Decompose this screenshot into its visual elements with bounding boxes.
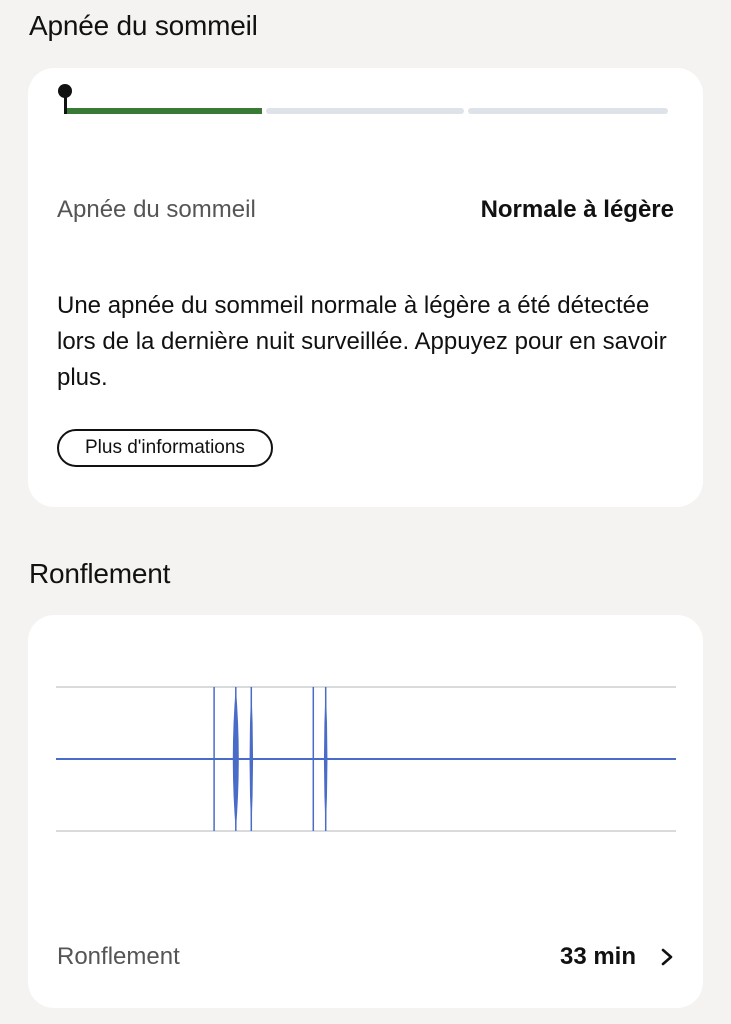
apnea-severity-scale bbox=[64, 108, 668, 116]
snore-waveform-chart bbox=[56, 683, 676, 833]
apnea-value: Normale à légère bbox=[480, 196, 674, 223]
scale-segment-normal bbox=[64, 108, 262, 114]
scale-segment-fill bbox=[64, 108, 262, 114]
snore-label: Ronflement bbox=[57, 943, 180, 970]
snore-value-group bbox=[560, 943, 674, 971]
apnea-card[interactable] bbox=[28, 68, 703, 507]
chevron-right-icon[interactable] bbox=[660, 947, 674, 967]
apnea-result-row bbox=[57, 192, 674, 228]
snore-value: 33 min bbox=[559, 943, 636, 970]
apnea-description: Une apnée du sommeil normale à légère a été détectée lors de la dernière nuit surveillée. Appuyez pour en savoir plus. bbox=[57, 292, 667, 391]
scale-segment-moderate bbox=[266, 108, 464, 114]
scale-segment-severe bbox=[468, 108, 668, 114]
snore-burst-1 bbox=[233, 687, 239, 831]
apnea-label: Apnée du sommeil bbox=[57, 196, 256, 223]
scale-marker-pin-icon bbox=[58, 84, 72, 116]
snore-result-row[interactable] bbox=[57, 938, 674, 976]
apnea-section-title: Apnée du sommeil bbox=[29, 10, 258, 41]
snore-section-title: Ronflement bbox=[29, 558, 171, 589]
snore-burst-4 bbox=[324, 687, 328, 831]
snore-card[interactable] bbox=[28, 615, 703, 1008]
snore-burst-2 bbox=[250, 687, 254, 831]
more-info-button[interactable]: Plus d'informations bbox=[57, 429, 273, 467]
